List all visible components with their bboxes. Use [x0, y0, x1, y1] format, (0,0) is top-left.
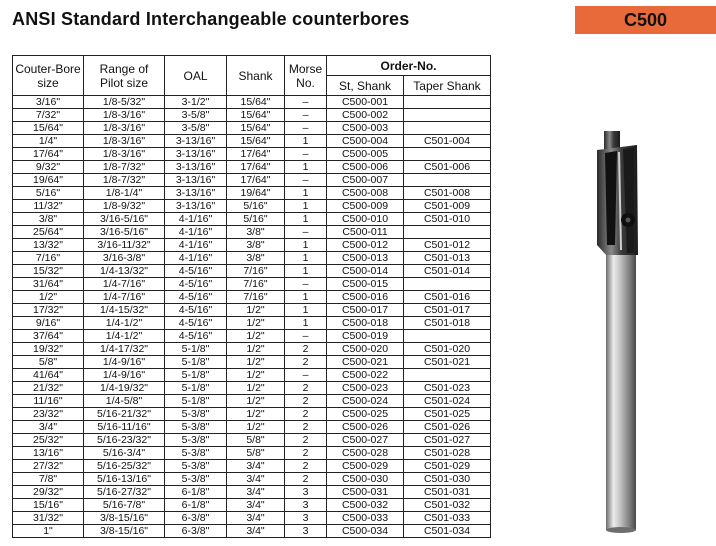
table-row: [13, 421, 491, 434]
cell-taper-shank-order-no: C501-033: [404, 512, 491, 525]
cell-counterbore-size: 11/32": [13, 200, 84, 213]
cell-morse-no: 1: [285, 213, 327, 226]
cell-taper-shank-order-no: [404, 96, 491, 109]
cell-oal: 5-3/8": [165, 434, 227, 447]
cell-counterbore-size: 7/16": [13, 252, 84, 265]
cell-morse-no: 3: [285, 486, 327, 499]
cell-shank: 1/2": [227, 343, 285, 356]
cell-taper-shank-order-no: [404, 278, 491, 291]
cell-counterbore-size: 17/32": [13, 304, 84, 317]
cell-counterbore-size: 1": [13, 525, 84, 538]
cell-counterbore-size: 5/8": [13, 356, 84, 369]
cell-counterbore-size: 37/64": [13, 330, 84, 343]
cell-pilot-range: 1/8-3/16": [84, 135, 165, 148]
cell-shank: 1/2": [227, 317, 285, 330]
cell-counterbore-size: 21/32": [13, 382, 84, 395]
counterbore-spec-table: [12, 55, 491, 538]
cell-counterbore-size: 3/16": [13, 96, 84, 109]
cell-shank: 17/64": [227, 161, 285, 174]
cell-shank: 3/4": [227, 512, 285, 525]
cell-morse-no: 3: [285, 525, 327, 538]
cell-straight-shank-order-no: C500-001: [327, 96, 404, 109]
cell-pilot-range: 3/16-3/8": [84, 252, 165, 265]
cell-taper-shank-order-no: [404, 174, 491, 187]
cell-taper-shank-order-no: C501-024: [404, 395, 491, 408]
cell-morse-no: 1: [285, 200, 327, 213]
cell-pilot-range: 1/4-7/16": [84, 291, 165, 304]
cell-counterbore-size: 13/16": [13, 447, 84, 460]
cell-counterbore-size: 3/8": [13, 213, 84, 226]
cell-shank: 3/8": [227, 252, 285, 265]
cell-oal: 3-13/16": [165, 174, 227, 187]
cell-shank: 7/16": [227, 291, 285, 304]
cell-taper-shank-order-no: C501-021: [404, 356, 491, 369]
cell-shank: 3/4": [227, 499, 285, 512]
table-row: [13, 278, 491, 291]
cell-oal: 4-5/16": [165, 317, 227, 330]
cell-taper-shank-order-no: C501-008: [404, 187, 491, 200]
cell-morse-no: 1: [285, 304, 327, 317]
table-row: [13, 161, 491, 174]
cell-oal: 5-1/8": [165, 356, 227, 369]
cell-straight-shank-order-no: C500-029: [327, 460, 404, 473]
cell-morse-no: –: [285, 278, 327, 291]
table-row: [13, 330, 491, 343]
cell-taper-shank-order-no: C501-020: [404, 343, 491, 356]
cell-oal: 5-3/8": [165, 421, 227, 434]
cell-pilot-range: 5/16-27/32": [84, 486, 165, 499]
cell-oal: 4-1/16": [165, 213, 227, 226]
header-shank: Shank: [227, 56, 285, 96]
cell-taper-shank-order-no: C501-028: [404, 447, 491, 460]
cell-straight-shank-order-no: C500-033: [327, 512, 404, 525]
tool-shank: [606, 245, 636, 530]
cell-counterbore-size: 9/32": [13, 161, 84, 174]
cell-taper-shank-order-no: C501-023: [404, 382, 491, 395]
cell-shank: 7/16": [227, 278, 285, 291]
cell-shank: 5/8": [227, 434, 285, 447]
table-row: [13, 265, 491, 278]
table-row: [13, 239, 491, 252]
cell-counterbore-size: 1/4": [13, 135, 84, 148]
tool-flute-1: [605, 151, 617, 245]
cell-pilot-range: 1/4-7/16": [84, 278, 165, 291]
cell-taper-shank-order-no: [404, 109, 491, 122]
cell-oal: 4-5/16": [165, 278, 227, 291]
cell-taper-shank-order-no: C501-014: [404, 265, 491, 278]
cell-oal: 4-5/16": [165, 291, 227, 304]
cell-shank: 17/64": [227, 148, 285, 161]
cell-counterbore-size: 27/32": [13, 460, 84, 473]
table-row: [13, 356, 491, 369]
cell-shank: 5/16": [227, 213, 285, 226]
table-row: [13, 148, 491, 161]
cell-taper-shank-order-no: C501-010: [404, 213, 491, 226]
cell-straight-shank-order-no: C500-016: [327, 291, 404, 304]
cell-straight-shank-order-no: C500-014: [327, 265, 404, 278]
cell-pilot-range: 5/16-21/32": [84, 408, 165, 421]
cell-shank: 5/16": [227, 200, 285, 213]
table-row: [13, 395, 491, 408]
cell-counterbore-size: 17/64": [13, 148, 84, 161]
cell-shank: 3/8": [227, 226, 285, 239]
cell-morse-no: 1: [285, 239, 327, 252]
cell-oal: 4-1/16": [165, 239, 227, 252]
cell-taper-shank-order-no: C501-006: [404, 161, 491, 174]
table-row: [13, 304, 491, 317]
cell-morse-no: 2: [285, 421, 327, 434]
cell-straight-shank-order-no: C500-028: [327, 447, 404, 460]
cell-morse-no: 2: [285, 460, 327, 473]
cell-morse-no: 2: [285, 395, 327, 408]
cell-counterbore-size: 23/32": [13, 408, 84, 421]
table-row: [13, 200, 491, 213]
cell-morse-no: 2: [285, 408, 327, 421]
cell-shank: 1/2": [227, 304, 285, 317]
cell-taper-shank-order-no: C501-016: [404, 291, 491, 304]
cell-morse-no: 1: [285, 187, 327, 200]
cell-pilot-range: 1/8-1/4": [84, 187, 165, 200]
cell-taper-shank-order-no: C501-017: [404, 304, 491, 317]
cell-shank: 15/64": [227, 109, 285, 122]
cell-pilot-range: 1/4-17/32": [84, 343, 165, 356]
cell-taper-shank-order-no: C501-025: [404, 408, 491, 421]
cell-oal: 4-5/16": [165, 304, 227, 317]
table-row: [13, 213, 491, 226]
cell-pilot-range: 1/8-9/32": [84, 200, 165, 213]
cell-taper-shank-order-no: C501-032: [404, 499, 491, 512]
table-row: [13, 369, 491, 382]
table-row: [13, 226, 491, 239]
cell-morse-no: 1: [285, 291, 327, 304]
cell-shank: 1/2": [227, 330, 285, 343]
cell-taper-shank-order-no: C501-026: [404, 421, 491, 434]
cell-straight-shank-order-no: C500-008: [327, 187, 404, 200]
cell-taper-shank-order-no: C501-031: [404, 486, 491, 499]
cell-shank: 3/4": [227, 473, 285, 486]
cell-straight-shank-order-no: C500-013: [327, 252, 404, 265]
cell-pilot-range: 3/16-11/32": [84, 239, 165, 252]
cell-straight-shank-order-no: C500-015: [327, 278, 404, 291]
cell-straight-shank-order-no: C500-031: [327, 486, 404, 499]
cell-straight-shank-order-no: C500-012: [327, 239, 404, 252]
cell-pilot-range: 1/4-1/2": [84, 330, 165, 343]
cell-taper-shank-order-no: C501-018: [404, 317, 491, 330]
cell-straight-shank-order-no: C500-002: [327, 109, 404, 122]
cell-oal: 5-3/8": [165, 460, 227, 473]
cell-oal: 4-5/16": [165, 265, 227, 278]
cell-pilot-range: 3/8-15/16": [84, 525, 165, 538]
cell-morse-no: 1: [285, 161, 327, 174]
cell-pilot-range: 1/4-13/32": [84, 265, 165, 278]
cell-morse-no: 1: [285, 135, 327, 148]
table-row: [13, 135, 491, 148]
table-row: [13, 317, 491, 330]
cell-morse-no: 3: [285, 499, 327, 512]
cell-taper-shank-order-no: [404, 330, 491, 343]
cell-straight-shank-order-no: C500-023: [327, 382, 404, 395]
cell-straight-shank-order-no: C500-025: [327, 408, 404, 421]
cell-counterbore-size: 15/64": [13, 122, 84, 135]
cell-straight-shank-order-no: C500-030: [327, 473, 404, 486]
cell-oal: 3-5/8": [165, 122, 227, 135]
cell-straight-shank-order-no: C500-032: [327, 499, 404, 512]
cell-morse-no: –: [285, 96, 327, 109]
table-row: [13, 460, 491, 473]
cell-pilot-range: 5/16-11/16": [84, 421, 165, 434]
cell-morse-no: –: [285, 109, 327, 122]
cell-oal: 6-1/8": [165, 499, 227, 512]
cell-pilot-range: 1/4-15/32": [84, 304, 165, 317]
cell-straight-shank-order-no: C500-010: [327, 213, 404, 226]
table-row: [13, 434, 491, 447]
cell-straight-shank-order-no: C500-034: [327, 525, 404, 538]
header-counterbore-size: Couter-Bore size: [13, 56, 84, 96]
cell-oal: 5-3/8": [165, 473, 227, 486]
cell-pilot-range: 3/8-15/16": [84, 512, 165, 525]
cell-shank: 19/64": [227, 187, 285, 200]
cell-shank: 3/4": [227, 525, 285, 538]
cell-oal: 6-3/8": [165, 512, 227, 525]
cell-counterbore-size: 25/32": [13, 434, 84, 447]
cell-straight-shank-order-no: C500-004: [327, 135, 404, 148]
cell-taper-shank-order-no: C501-013: [404, 252, 491, 265]
cell-morse-no: 2: [285, 473, 327, 486]
cell-oal: 3-13/16": [165, 161, 227, 174]
cell-shank: 15/64": [227, 96, 285, 109]
cell-straight-shank-order-no: C500-027: [327, 434, 404, 447]
table-row: [13, 512, 491, 525]
cell-shank: 1/2": [227, 369, 285, 382]
cell-counterbore-size: 19/32": [13, 343, 84, 356]
cell-counterbore-size: 15/32": [13, 265, 84, 278]
table-row: [13, 382, 491, 395]
cell-straight-shank-order-no: C500-017: [327, 304, 404, 317]
product-code-badge: C500: [575, 6, 716, 34]
cell-morse-no: –: [285, 148, 327, 161]
cell-taper-shank-order-no: [404, 148, 491, 161]
cell-oal: 3-13/16": [165, 187, 227, 200]
cell-counterbore-size: 15/16": [13, 499, 84, 512]
cell-straight-shank-order-no: C500-020: [327, 343, 404, 356]
cell-taper-shank-order-no: C501-012: [404, 239, 491, 252]
header-morse-no: Morse No.: [285, 56, 327, 96]
cell-morse-no: 1: [285, 252, 327, 265]
header-taper-shank: Taper Shank: [404, 76, 491, 96]
cell-taper-shank-order-no: C501-027: [404, 434, 491, 447]
cell-morse-no: –: [285, 226, 327, 239]
cell-counterbore-size: 19/64": [13, 174, 84, 187]
cell-morse-no: –: [285, 369, 327, 382]
cell-morse-no: 2: [285, 447, 327, 460]
cell-pilot-range: 1/4-19/32": [84, 382, 165, 395]
cell-pilot-range: 1/4-5/8": [84, 395, 165, 408]
cell-morse-no: 2: [285, 343, 327, 356]
cell-oal: 3-5/8": [165, 109, 227, 122]
cell-counterbore-size: 29/32": [13, 486, 84, 499]
cell-pilot-range: 5/16-25/32": [84, 460, 165, 473]
cell-straight-shank-order-no: C500-019: [327, 330, 404, 343]
cell-straight-shank-order-no: C500-024: [327, 395, 404, 408]
table-row: [13, 187, 491, 200]
cell-shank: 1/2": [227, 408, 285, 421]
cell-counterbore-size: 31/32": [13, 512, 84, 525]
cell-oal: 5-3/8": [165, 408, 227, 421]
counterbore-tool-image: [585, 95, 675, 535]
cell-oal: 3-13/16": [165, 200, 227, 213]
table-row: [13, 473, 491, 486]
cell-counterbore-size: 41/64": [13, 369, 84, 382]
cell-taper-shank-order-no: C501-034: [404, 525, 491, 538]
cell-shank: 1/2": [227, 356, 285, 369]
cell-straight-shank-order-no: C500-009: [327, 200, 404, 213]
cell-taper-shank-order-no: C501-030: [404, 473, 491, 486]
header-straight-shank: St, Shank: [327, 76, 404, 96]
cell-taper-shank-order-no: [404, 226, 491, 239]
cell-taper-shank-order-no: [404, 122, 491, 135]
cell-shank: 15/64": [227, 135, 285, 148]
cell-morse-no: –: [285, 174, 327, 187]
cell-shank: 5/8": [227, 447, 285, 460]
table-row: [13, 525, 491, 538]
cell-oal: 5-1/8": [165, 395, 227, 408]
cell-pilot-range: 3/16-5/16": [84, 213, 165, 226]
cell-pilot-range: 5/16-13/16": [84, 473, 165, 486]
tool-shank-end: [606, 527, 636, 533]
header-order-no: Order-No.: [327, 56, 491, 76]
cell-oal: 3-13/16": [165, 148, 227, 161]
cell-counterbore-size: 7/32": [13, 109, 84, 122]
cell-taper-shank-order-no: [404, 369, 491, 382]
cell-pilot-range: 1/8-3/16": [84, 109, 165, 122]
table-row: [13, 408, 491, 421]
cell-pilot-range: 1/4-9/16": [84, 369, 165, 382]
cell-shank: 7/16": [227, 265, 285, 278]
cell-oal: 5-3/8": [165, 447, 227, 460]
header-pilot-range: Range of Pilot size: [84, 56, 165, 96]
cell-shank: 15/64": [227, 122, 285, 135]
cell-pilot-range: 1/8-5/32": [84, 96, 165, 109]
cell-pilot-range: 1/8-7/32": [84, 161, 165, 174]
cell-oal: 6-3/8": [165, 525, 227, 538]
header-oal: OAL: [165, 56, 227, 96]
table-row: [13, 447, 491, 460]
table-row: [13, 291, 491, 304]
cell-straight-shank-order-no: C500-006: [327, 161, 404, 174]
cell-straight-shank-order-no: C500-007: [327, 174, 404, 187]
cell-morse-no: –: [285, 330, 327, 343]
cell-straight-shank-order-no: C500-005: [327, 148, 404, 161]
cell-pilot-range: 3/16-5/16": [84, 226, 165, 239]
cell-morse-no: 2: [285, 382, 327, 395]
page-title: ANSI Standard Interchangeable counterbores: [12, 9, 410, 29]
cell-counterbore-size: 31/64": [13, 278, 84, 291]
cell-oal: 5-1/8": [165, 382, 227, 395]
cell-pilot-range: 1/4-1/2": [84, 317, 165, 330]
cell-taper-shank-order-no: C501-004: [404, 135, 491, 148]
cell-morse-no: 2: [285, 434, 327, 447]
cell-pilot-range: 1/4-9/16": [84, 356, 165, 369]
cell-oal: 3-13/16": [165, 135, 227, 148]
cell-counterbore-size: 7/8": [13, 473, 84, 486]
cell-shank: 1/2": [227, 395, 285, 408]
cell-oal: 6-1/8": [165, 486, 227, 499]
cell-straight-shank-order-no: C500-003: [327, 122, 404, 135]
cell-morse-no: –: [285, 122, 327, 135]
table-row: [13, 499, 491, 512]
cell-taper-shank-order-no: C501-009: [404, 200, 491, 213]
cell-morse-no: 1: [285, 317, 327, 330]
cell-straight-shank-order-no: C500-018: [327, 317, 404, 330]
table-row: [13, 122, 491, 135]
table-row: [13, 174, 491, 187]
cell-counterbore-size: 25/64": [13, 226, 84, 239]
cell-straight-shank-order-no: C500-011: [327, 226, 404, 239]
cell-counterbore-size: 13/32": [13, 239, 84, 252]
table-row: [13, 109, 491, 122]
table-row: [13, 486, 491, 499]
cell-pilot-range: 1/8-3/16": [84, 122, 165, 135]
cell-morse-no: 1: [285, 265, 327, 278]
cell-pilot-range: 5/16-23/32": [84, 434, 165, 447]
cell-oal: 4-5/16": [165, 330, 227, 343]
table-row: [13, 252, 491, 265]
cell-pilot-range: 5/16-3/4": [84, 447, 165, 460]
cell-straight-shank-order-no: C500-021: [327, 356, 404, 369]
cell-morse-no: 2: [285, 356, 327, 369]
cell-pilot-range: 5/16-7/8": [84, 499, 165, 512]
cell-oal: 5-1/8": [165, 343, 227, 356]
cell-shank: 3/4": [227, 486, 285, 499]
cell-pilot-range: 1/8-3/16": [84, 148, 165, 161]
table-row: [13, 96, 491, 109]
cell-morse-no: 3: [285, 512, 327, 525]
cell-oal: 4-1/16": [165, 252, 227, 265]
cell-oal: 5-1/8": [165, 369, 227, 382]
cell-counterbore-size: 11/16": [13, 395, 84, 408]
cell-counterbore-size: 5/16": [13, 187, 84, 200]
cell-pilot-range: 1/8-7/32": [84, 174, 165, 187]
cell-shank: 3/4": [227, 460, 285, 473]
cell-oal: 4-1/16": [165, 226, 227, 239]
cell-counterbore-size: 9/16": [13, 317, 84, 330]
cell-straight-shank-order-no: C500-026: [327, 421, 404, 434]
spec-table-body: [13, 96, 491, 538]
table-row: [13, 343, 491, 356]
cell-counterbore-size: 1/2": [13, 291, 84, 304]
cell-shank: 17/64": [227, 174, 285, 187]
cell-counterbore-size: 3/4": [13, 421, 84, 434]
cell-shank: 1/2": [227, 421, 285, 434]
cell-shank: 1/2": [227, 382, 285, 395]
cell-shank: 3/8": [227, 239, 285, 252]
cell-oal: 3-1/2": [165, 96, 227, 109]
cell-taper-shank-order-no: C501-029: [404, 460, 491, 473]
cell-straight-shank-order-no: C500-022: [327, 369, 404, 382]
